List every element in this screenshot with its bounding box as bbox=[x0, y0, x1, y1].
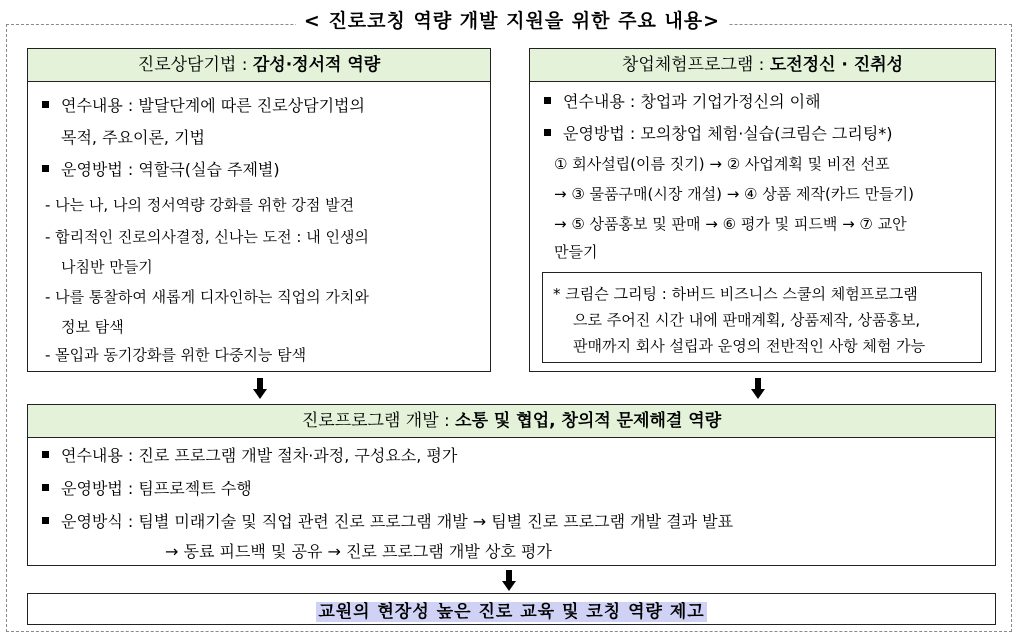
square-bullet-icon bbox=[544, 97, 551, 104]
career-counseling-header bbox=[28, 49, 490, 82]
list-item: 운영방법 : 모의창업 체험·실습(크림슨 그리팅*) bbox=[544, 121, 893, 144]
career-counseling-title: 진로상담기법 : bbox=[137, 55, 253, 75]
career-program-title: 진로프로그램 개발 : bbox=[301, 411, 456, 431]
square-bullet-icon bbox=[42, 517, 49, 524]
list-item: - 나는 나, 나의 정서역량 강화를 위한 강점 발견 bbox=[45, 196, 355, 214]
list-item: → 동료 피드백 및 공유 → 진로 프로그램 개발 상호 평가 bbox=[165, 542, 552, 561]
document-title bbox=[0, 6, 1024, 33]
list-item: - 합리적인 진로의사결정, 신나는 도전 : 내 인생의 bbox=[45, 228, 369, 246]
list-item: 운영방법 : 역할극(실습 주제별) bbox=[42, 157, 280, 180]
career-counseling-competency: 감성·정서적 역량 bbox=[252, 55, 381, 75]
career-program-competency: 소통 및 협업, 창의적 문제해결 역량 bbox=[455, 411, 722, 431]
list-item: → ⑤ 상품홍보 및 판매 → ⑥ 평가 및 피드백 → ⑦ 교안 bbox=[554, 215, 907, 233]
note-line: 으로 주어진 시간 내에 판매계획, 상품제작, 상품홍보, bbox=[573, 311, 921, 329]
goal-box bbox=[27, 593, 996, 625]
square-bullet-icon bbox=[544, 129, 551, 136]
list-item: 정보 탐색 bbox=[61, 318, 124, 336]
square-bullet-icon bbox=[42, 451, 49, 458]
startup-experience-competency: 도전정신 · 진취성 bbox=[769, 55, 904, 75]
list-item: 연수내용 : 창업과 기업가정신의 이해 bbox=[544, 89, 821, 112]
startup-experience-header bbox=[530, 49, 995, 82]
list-item: 나침반 만들기 bbox=[61, 258, 153, 276]
career-program-development-box bbox=[27, 404, 996, 566]
list-item: ① 회사설립(이름 짓기) → ② 사업계획 및 비전 선포 bbox=[554, 155, 890, 173]
list-item: 연수내용 : 발달단계에 따른 진로상담기법의 bbox=[42, 93, 365, 116]
list-item: 연수내용 : 진로 프로그램 개발 절차·과정, 구성요소, 평가 bbox=[42, 443, 457, 466]
square-bullet-icon bbox=[42, 484, 49, 491]
note-line: * 크림슨 그리팅 : 하버드 비즈니스 스쿨의 체험프로그램 bbox=[553, 285, 918, 303]
list-item: 만들기 bbox=[554, 243, 598, 261]
career-program-header bbox=[28, 405, 995, 438]
list-item: 운영방법 : 팀프로젝트 수행 bbox=[42, 476, 252, 499]
down-arrow-icon bbox=[253, 378, 267, 400]
list-item: → ③ 물품구매(시장 개설) → ④ 상품 제작(카드 만들기) bbox=[554, 185, 914, 203]
square-bullet-icon bbox=[42, 165, 49, 172]
list-item: 목적, 주요이론, 기법 bbox=[61, 128, 205, 147]
list-item: - 나를 통찰하여 새롭게 디자인하는 직업의 가치와 bbox=[45, 288, 369, 306]
list-item: - 몰입과 동기강화를 위한 다중지능 탐색 bbox=[45, 346, 307, 364]
crimson-greeting-note bbox=[542, 272, 982, 363]
career-counseling-box bbox=[27, 48, 491, 372]
startup-experience-box bbox=[529, 48, 996, 372]
down-arrow-icon bbox=[502, 570, 516, 592]
note-line: 판매까지 회사 설립과 운영의 전반적인 사항 체험 가능 bbox=[573, 337, 926, 355]
goal-text: 교원의 현장성 높은 진로 교육 및 코칭 역량 제고 bbox=[318, 602, 705, 622]
list-item: 운영방식 : 팀별 미래기술 및 직업 관련 진로 프로그램 개발 → 팀별 진로 프로그램 개발 결과 발표 bbox=[42, 509, 733, 532]
square-bullet-icon bbox=[42, 101, 49, 108]
startup-experience-title: 창업체험프로그램 : bbox=[621, 55, 770, 75]
down-arrow-icon bbox=[751, 378, 765, 400]
document-title-text: < 진로코칭 역량 개발 지원을 위한 주요 내용> bbox=[296, 10, 728, 32]
